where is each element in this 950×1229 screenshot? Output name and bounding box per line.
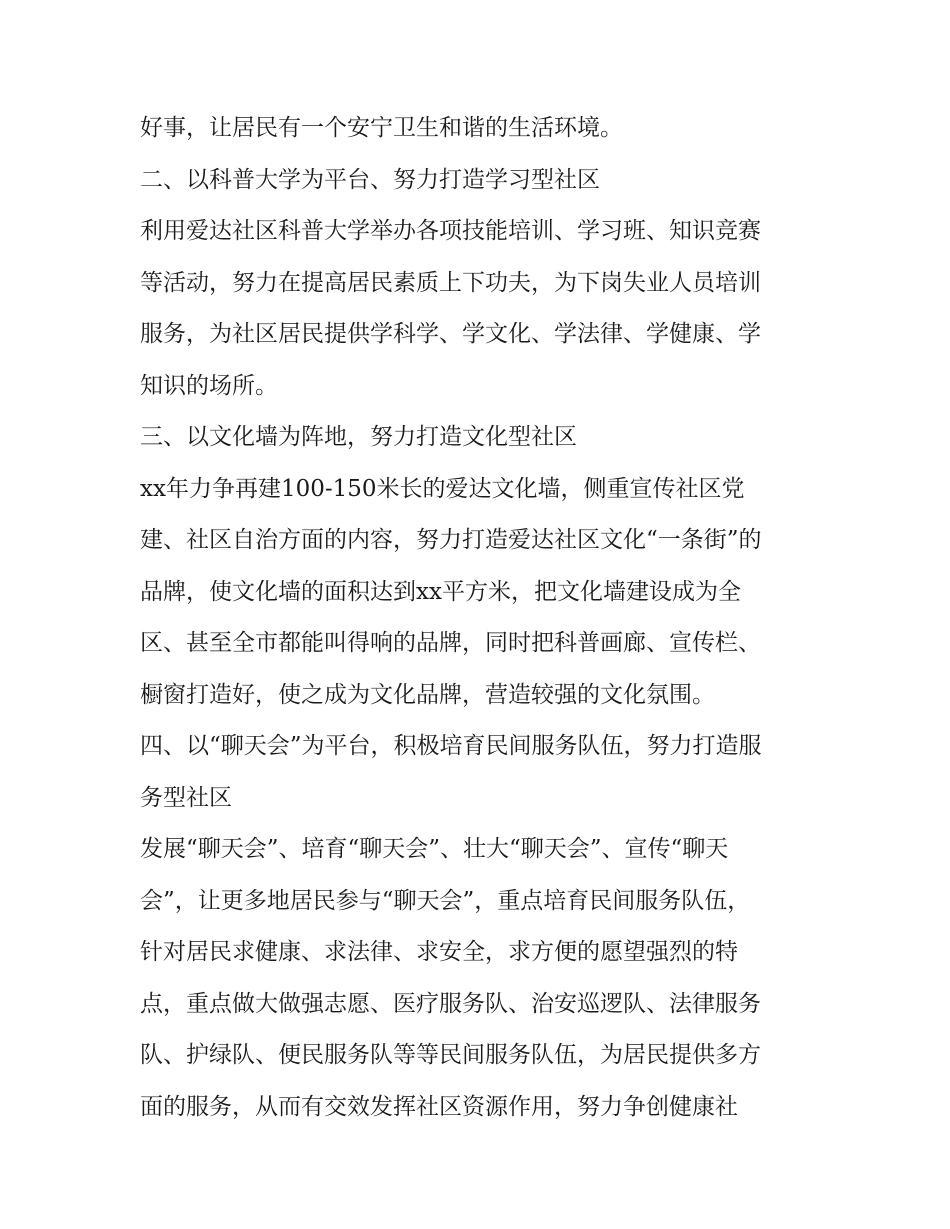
section-heading-continued: 务型社区 <box>140 784 232 811</box>
text-line: 面的服务，从而有交效发挥社区资源作用，努力争创健康社 <box>140 1093 738 1120</box>
text-line: 品牌，使文化墙的面积达到xx平方米，把文化墙建设成为全 <box>140 578 741 605</box>
text-line: 利用爱达社区科普大学举办各项技能培训、学习班、知识竞赛 <box>140 218 761 244</box>
text-line: 区、甚至全市都能叫得响的品牌，同时把科普画廊、宣传栏、 <box>140 630 761 656</box>
text-line: 知识的场所。 <box>140 372 278 399</box>
text-line: 橱窗打造好，使之成为文化品牌，营造较强的文化氛围。 <box>140 681 715 708</box>
text-line: 服务，为社区居民提供学科学、学文化、学法律、学健康、学 <box>140 321 761 347</box>
text-line: 会”，让更多地居民参与“聊天会”，重点培育民间服务队伍， <box>140 887 751 914</box>
text-line: 队、护绿队、便民服务队等等民间服务队伍，为居民提供多方 <box>140 1042 761 1068</box>
text-line: 等活动，努力在提高居民素质上下功夫，为下岗失业人员培训 <box>140 269 761 296</box>
text-line: 好事，让居民有一个安宁卫生和谐的生活环境。 <box>140 115 623 141</box>
text-line: 点，重点做大做强志愿、医疗服务队、治安巡逻队、法律服务 <box>140 990 761 1017</box>
text-line: 发展“聊天会”、培育“聊天会”、壮大“聊天会”、宣传“聊天 <box>140 836 729 862</box>
text-line: xx年力争再建100-150米长的爱达文化墙，侧重宣传社区党 <box>140 475 745 502</box>
section-heading: 四、以“聊天会”为平台，积极培育民间服务队伍，努力打造服 <box>140 733 762 759</box>
document-body <box>140 103 820 1133</box>
section-heading: 二、以科普大学为平台、努力打造学习型社区 <box>140 166 600 193</box>
text-line: 建、社区自治方面的内容，努力打造爱达社区文化“一条街”的 <box>140 527 762 553</box>
text-line: 针对居民求健康、求法律、求安全，求方便的愿望强烈的特 <box>140 939 738 965</box>
section-heading: 三、以文化墙为阵地，努力打造文化型社区 <box>140 424 577 450</box>
